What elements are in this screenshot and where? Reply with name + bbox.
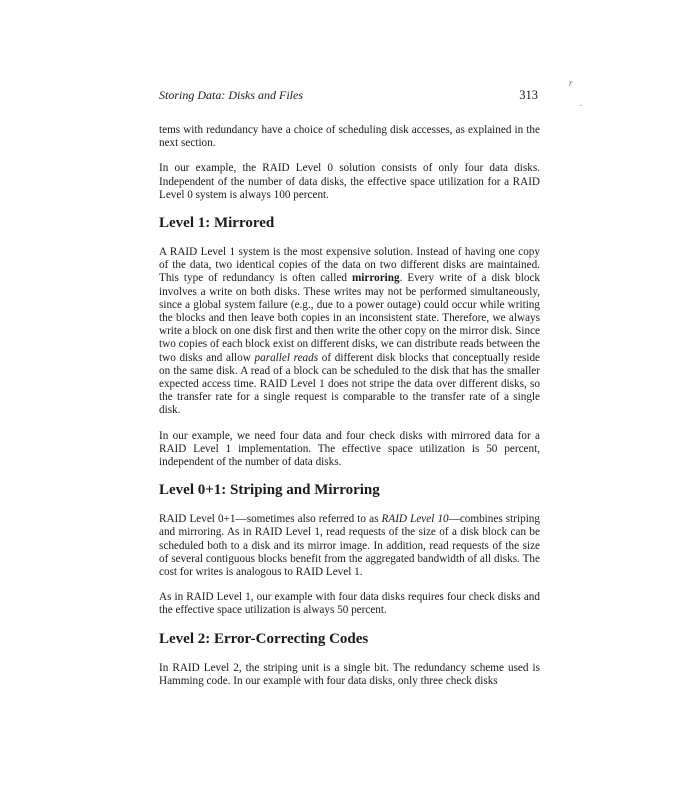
stray-mark-dot: .	[580, 98, 583, 108]
text-run: RAID Level 0+1—sometimes also referred to as	[159, 513, 382, 526]
heading-level2-error-correcting: Level 2: Error-Correcting Codes	[159, 630, 369, 647]
heading-level01-striping-mirroring: Level 0+1: Striping and Mirroring	[159, 482, 380, 499]
page-number: 313	[519, 88, 538, 102]
text-run: —combines striping and mirroring. As in RAID Level 1, read requests of the size of a disk block can be scheduled both to a disk and its mirror image. In addition, read requests of the size of several contiguous blocks benefit from the aggregated bandwidth of all disks. The cost for writes is analogous to RAID Level 1.	[159, 513, 540, 579]
paragraph-level0-example: In our example, the RAID Level 0 solution consists of only four data disks. Independent of the number of data disks, the effective space utilization for a RAID Level 0 system is always 100 percent.	[159, 162, 540, 201]
paragraph-level01-description	[159, 513, 540, 579]
term-parallel-reads: parallel reads	[254, 351, 319, 364]
paragraph-level2-description: In RAID Level 2, the striping unit is a single bit. The redundancy scheme used is Hamming code. In our example with four data disks, only three check disks	[159, 661, 540, 687]
running-head-title: Storing Data: Disks and Files	[159, 88, 303, 102]
term-mirroring: mirroring	[351, 272, 400, 285]
paragraph-level1-example: In our example, we need four data and four check disks with mirrored data for a RAID Level 1 implementation. The effective space utilization is 50 percent, independent of the number of data disks.	[159, 429, 540, 469]
term-raid-level-10: RAID Level 10	[381, 513, 449, 526]
book-page	[159, 84, 540, 700]
stray-mark-top: r	[569, 78, 573, 88]
text-run: of different disk blocks that conceptually reside on the same disk. A read of a block can be scheduled to the disk that has the smaller expected access time. RAID Level 1 does not stripe the data over different disks, so the transfer rate for a single request is comparable to the transfer rate of a single disk.	[159, 351, 541, 417]
paragraph-continuation: tems with redundancy have a choice of scheduling disk accesses, as explained in the next section.	[159, 124, 540, 150]
paragraph-level1-description	[159, 246, 540, 418]
text-run: . Every write of a disk block involves a write on both disks. These writes may not be performed simultaneously, since a global system failure (e.g., due to a power outage) could occur while writing the blocks and then leave both copies in an inconsistent state. Therefore, we always write a block on one disk first and then write the other copy on the mirror disk. Since two copies of each block exist on different disks, we can distribute reads between the two disks and allow	[159, 272, 540, 364]
text-run: A RAID Level 1 system is the most expensive solution. Instead of having one copy of the data, two identical copies of the data on two different disks are maintained. This type of redundancy is often called	[159, 246, 540, 285]
paragraph-level01-example: As in RAID Level 1, our example with four data disks requires four check disks and the effective space utilization is always 50 percent.	[159, 591, 540, 617]
page-content	[159, 124, 540, 688]
heading-level1-mirrored: Level 1: Mirrored	[159, 215, 275, 232]
running-head	[159, 84, 540, 106]
